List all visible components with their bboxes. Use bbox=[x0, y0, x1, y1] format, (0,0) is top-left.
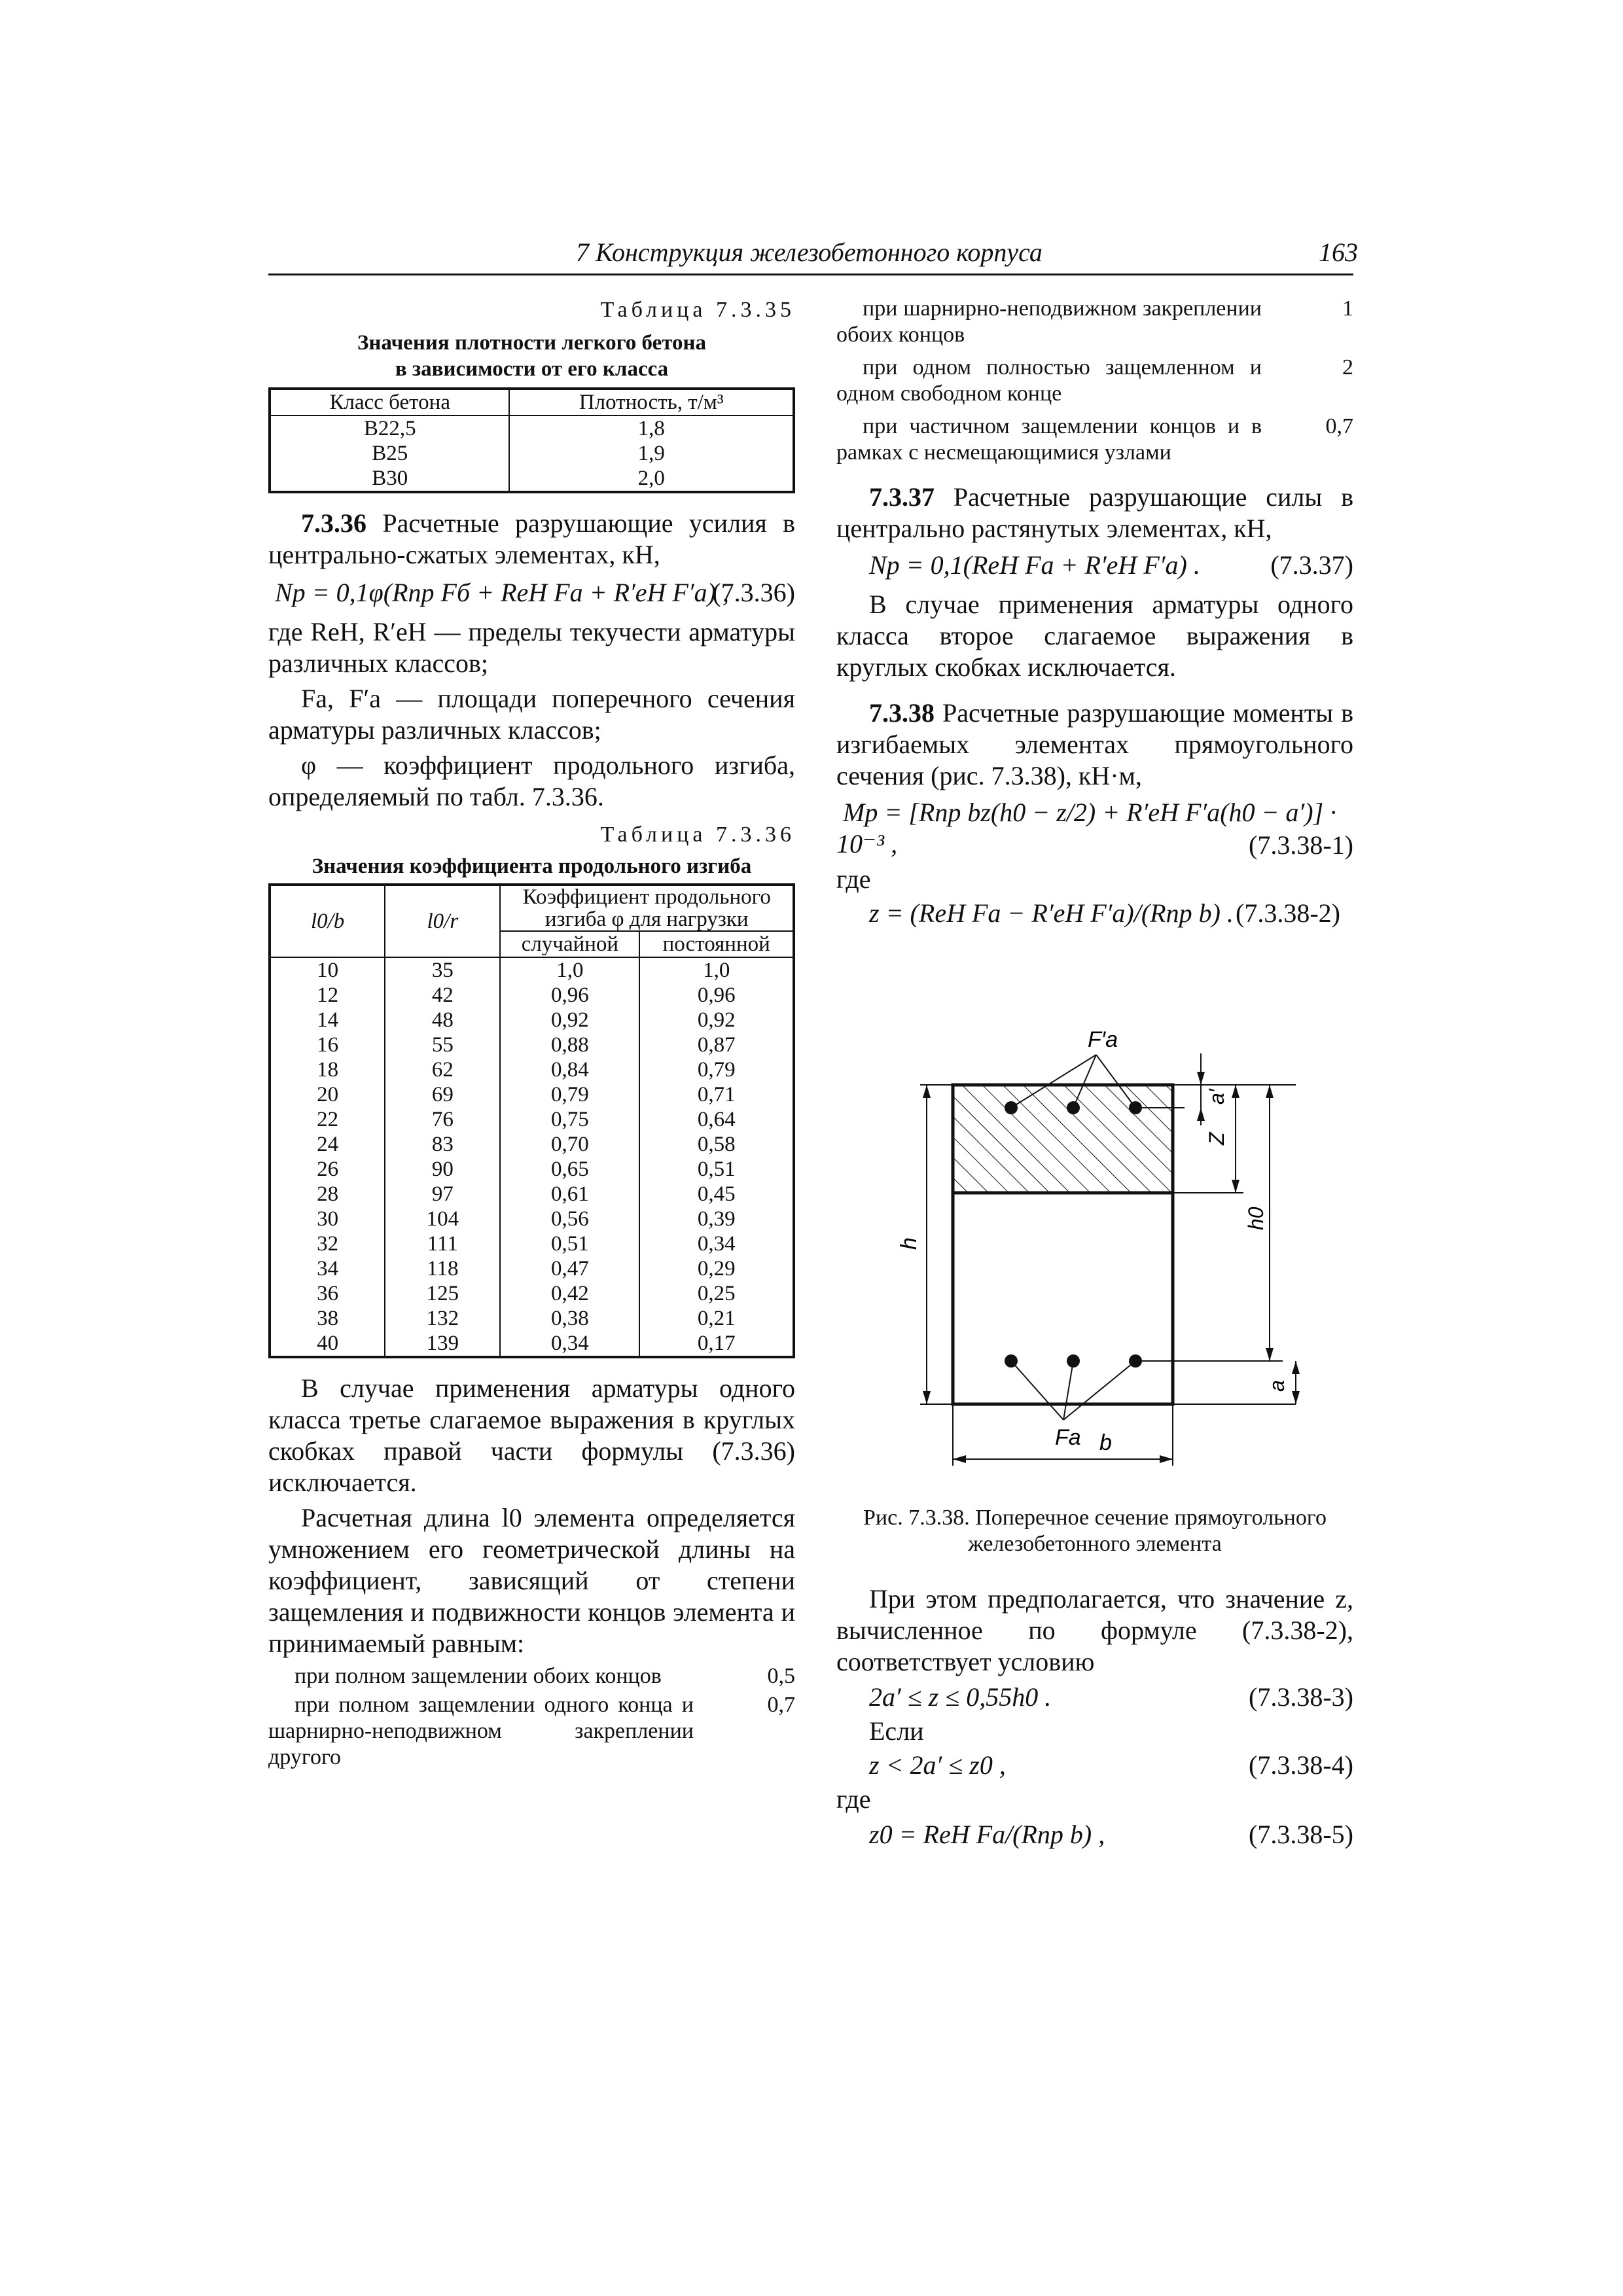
if-label: Если bbox=[869, 1716, 924, 1746]
cell: 125 bbox=[385, 1281, 500, 1306]
section-number: 7.3.37 bbox=[869, 482, 935, 512]
label-fa-prime: F′а bbox=[1088, 1027, 1118, 1052]
compressed-zone bbox=[953, 1085, 1173, 1193]
cell: 34 bbox=[270, 1256, 385, 1281]
section-7-3-36 bbox=[268, 508, 795, 571]
formula-7-3-37 bbox=[836, 550, 1353, 589]
cell: 0,79 bbox=[639, 1057, 794, 1082]
list-item-text: при полном защемлении обоих концов bbox=[294, 1664, 662, 1688]
cell: 0,51 bbox=[639, 1157, 794, 1182]
cell: 83 bbox=[385, 1132, 500, 1157]
table-row bbox=[270, 1157, 794, 1182]
page-number: 163 bbox=[1319, 238, 1358, 267]
header-rule bbox=[268, 274, 1353, 275]
cell: 97 bbox=[385, 1182, 500, 1207]
table2-body bbox=[270, 957, 794, 1357]
formula-body: z0 = ReН Fа/(Rпр b) , bbox=[869, 1820, 1105, 1849]
list-item-value: 0,7 bbox=[767, 1693, 795, 1717]
cell: 0,34 bbox=[639, 1231, 794, 1256]
cell: 0,21 bbox=[639, 1306, 794, 1331]
cell: 132 bbox=[385, 1306, 500, 1331]
table-row bbox=[270, 1033, 794, 1057]
cell: B22,5 bbox=[270, 415, 509, 441]
formula-body: z < 2a′ ≤ z0 , bbox=[869, 1750, 1006, 1780]
cell: 32 bbox=[270, 1231, 385, 1256]
cell: 16 bbox=[270, 1033, 385, 1057]
formula-7-3-38-4 bbox=[836, 1750, 1353, 1784]
figure-caption: Рис. 7.3.38. Поперечное сечение прямоугольного железобетонного элемента bbox=[863, 1506, 1327, 1556]
list-item bbox=[836, 296, 1353, 348]
formula-number: (7.3.38-4) bbox=[1249, 1750, 1353, 1780]
formula-body: Np = 0,1(ReН Fа + R′eН F′а) . bbox=[869, 550, 1200, 580]
cell: 0,58 bbox=[639, 1132, 794, 1157]
table-row bbox=[270, 1182, 794, 1207]
cell: 0,25 bbox=[639, 1281, 794, 1306]
list-item-text: при частичном защемлении концов и в рамках с несмещающимися узлами bbox=[836, 414, 1262, 465]
label-h: h bbox=[897, 1237, 921, 1250]
cell: 55 bbox=[385, 1033, 500, 1057]
label-z: Z bbox=[1205, 1132, 1228, 1145]
formula-7-3-36 bbox=[268, 577, 795, 616]
formula-body: 2a′ ≤ z ≤ 0,55h0 . bbox=[869, 1682, 1052, 1712]
label-a: a bbox=[1265, 1380, 1289, 1392]
list-item-text: при одном полностью защемленном и одном свободном конце bbox=[836, 355, 1262, 406]
cell: 0,71 bbox=[639, 1082, 794, 1107]
cell: 18 bbox=[270, 1057, 385, 1082]
label-fa: Fа bbox=[1055, 1425, 1081, 1450]
where-2: Fа, F′а — площади поперечного сечения арматуры различных классов; bbox=[268, 684, 795, 745]
list-item-value: 2 bbox=[1342, 355, 1353, 380]
cell: B25 bbox=[270, 441, 509, 466]
cell: 36 bbox=[270, 1281, 385, 1306]
list-item bbox=[836, 414, 1353, 466]
cell: 0,47 bbox=[500, 1256, 639, 1281]
table2-caption: Таблица 7.3.36 bbox=[600, 822, 795, 847]
cell: 1,9 bbox=[509, 441, 794, 466]
table-row bbox=[270, 1331, 794, 1357]
left-column bbox=[268, 294, 795, 1771]
table2-title: Значения коэффициента продольного изгиба bbox=[312, 855, 752, 878]
table-row bbox=[270, 1231, 794, 1256]
right-column bbox=[836, 296, 1353, 937]
formula-7-3-38-3 bbox=[836, 1682, 1353, 1716]
cell: 90 bbox=[385, 1157, 500, 1182]
cell: 30 bbox=[270, 1207, 385, 1231]
table2-header-l0r: l0/r bbox=[385, 885, 500, 957]
formula-number: (7.3.36) bbox=[712, 578, 795, 607]
cell: 139 bbox=[385, 1331, 500, 1357]
formula-number-7-3-38-1: (7.3.38-1) bbox=[1249, 830, 1353, 860]
section-number: 7.3.36 bbox=[301, 508, 366, 538]
section-7-3-38 bbox=[836, 698, 1353, 792]
table1-title-2: в зависимости от его класса bbox=[395, 357, 669, 381]
cell: 0,92 bbox=[500, 1008, 639, 1033]
cell: 0,64 bbox=[639, 1107, 794, 1132]
cell: 0,96 bbox=[500, 983, 639, 1008]
table-row bbox=[270, 415, 794, 441]
cell: 111 bbox=[385, 1231, 500, 1256]
cell: 104 bbox=[385, 1207, 500, 1231]
table1-caption: Таблица 7.3.35 bbox=[600, 298, 795, 322]
buckling-table bbox=[268, 883, 795, 1358]
formula-body: z = (ReН Fа − R′eН F′а)/(Rпр b) . bbox=[869, 898, 1234, 928]
cell: 42 bbox=[385, 983, 500, 1008]
left-para-2: Расчетная длина l0 элемента определяется умножением его геометрической длины на коэффициент, зависящий от степени защемления и подвижности концов элемента и принимаемый равным: bbox=[268, 1503, 795, 1658]
cell: B30 bbox=[270, 466, 509, 492]
cell: 0,34 bbox=[500, 1331, 639, 1357]
list-item bbox=[836, 355, 1353, 407]
table-row bbox=[270, 957, 794, 983]
table-row bbox=[270, 1207, 794, 1231]
table2-header-coef: Коэффициент продольного изгиба φ для нагрузки bbox=[500, 885, 794, 931]
list-item bbox=[268, 1663, 795, 1689]
table1-header-density: Плотность, т/м³ bbox=[509, 389, 794, 415]
where-label-2: где bbox=[836, 1784, 871, 1814]
cell: 0,61 bbox=[500, 1182, 639, 1207]
cell: 0,45 bbox=[639, 1182, 794, 1207]
where-1: где ReН, R′eН — пределы текучести арматуры различных классов; bbox=[268, 617, 795, 678]
list-item-value: 0,7 bbox=[1325, 414, 1353, 438]
table-row bbox=[270, 466, 794, 492]
cell: 38 bbox=[270, 1306, 385, 1331]
cell: 48 bbox=[385, 1008, 500, 1033]
label-a-prime: a′ bbox=[1205, 1089, 1228, 1104]
cell: 10 bbox=[270, 957, 385, 983]
formula-body: Mp = [Rпр bz(h0 − z/2) + R′eН F′а(h0 − a′)] · 10⁻³ , bbox=[836, 798, 1337, 858]
cell: 20 bbox=[270, 1082, 385, 1107]
density-table bbox=[268, 387, 795, 493]
cell: 12 bbox=[270, 983, 385, 1008]
running-header: 7 Конструкция железобетонного корпуса bbox=[576, 238, 1043, 267]
list-item-value: 0,5 bbox=[767, 1664, 795, 1688]
cell: 1,8 bbox=[509, 415, 794, 441]
table1-title-1: Значения плотности легкого бетона bbox=[357, 331, 707, 355]
table2-header-l0b: l0/b bbox=[270, 885, 385, 957]
cell: 0,56 bbox=[500, 1207, 639, 1231]
label-b: b bbox=[1099, 1430, 1112, 1455]
cell: 14 bbox=[270, 1008, 385, 1033]
table-row bbox=[270, 1256, 794, 1281]
right-column-bottom bbox=[836, 1583, 1353, 1858]
cell: 118 bbox=[385, 1256, 500, 1281]
table-row bbox=[270, 1107, 794, 1132]
cell: 35 bbox=[385, 957, 500, 983]
cell: 0,88 bbox=[500, 1033, 639, 1057]
table2-header-constant: постоянной bbox=[639, 931, 794, 957]
table2-header-random: случайной bbox=[500, 931, 639, 957]
section-text: Расчетные разрушающие силы в центрально растянутых элементах, кН, bbox=[836, 482, 1353, 543]
cell: 22 bbox=[270, 1107, 385, 1132]
table-row bbox=[270, 983, 794, 1008]
cell: 0,79 bbox=[500, 1082, 639, 1107]
cell: 0,65 bbox=[500, 1157, 639, 1182]
cell: 24 bbox=[270, 1132, 385, 1157]
cell: 0,38 bbox=[500, 1306, 639, 1331]
formula-number: (7.3.37) bbox=[1270, 550, 1353, 580]
section-text: Расчетные разрушающие усилия в центрально-сжатых элементах, кН, bbox=[268, 508, 795, 569]
cell: 62 bbox=[385, 1057, 500, 1082]
formula-number: (7.3.38-3) bbox=[1249, 1682, 1353, 1712]
formula-7-3-38-2 bbox=[836, 898, 1353, 937]
table-row bbox=[270, 1008, 794, 1033]
right-para-1: При этом предполагается, что значение z, вычисленное по формуле (7.3.38-2), соответствует условию bbox=[836, 1584, 1353, 1676]
where-label: где bbox=[836, 864, 871, 894]
cell: 0,96 bbox=[639, 983, 794, 1008]
cell: 0,70 bbox=[500, 1132, 639, 1157]
cell: 0,84 bbox=[500, 1057, 639, 1082]
cell: 2,0 bbox=[509, 466, 794, 492]
table-row bbox=[270, 1057, 794, 1082]
label-h0: h0 bbox=[1244, 1207, 1268, 1230]
cell: 0,92 bbox=[639, 1008, 794, 1033]
table1-header-class: Класс бетона bbox=[270, 389, 509, 415]
where-3: φ — коэффициент продольного изгиба, определяемый по табл. 7.3.36. bbox=[268, 751, 795, 811]
cell: 69 bbox=[385, 1082, 500, 1107]
cell: 0,17 bbox=[639, 1331, 794, 1357]
cell: 0,29 bbox=[639, 1256, 794, 1281]
table-row bbox=[270, 1306, 794, 1331]
list-item-text: при шарнирно-неподвижном закреплении обоих концов bbox=[836, 296, 1262, 347]
formula-number: (7.3.38-5) bbox=[1249, 1820, 1353, 1849]
table-row bbox=[270, 1082, 794, 1107]
list-item-value: 1 bbox=[1342, 296, 1353, 321]
table-row bbox=[270, 1132, 794, 1157]
section-7-3-37 bbox=[836, 482, 1353, 544]
cross-section-figure bbox=[877, 1021, 1309, 1492]
section-number: 7.3.38 bbox=[869, 698, 935, 728]
formula-number: (7.3.38-2) bbox=[1236, 898, 1340, 928]
formula-7-3-38-5 bbox=[836, 1819, 1353, 1858]
cell: 28 bbox=[270, 1182, 385, 1207]
left-para-1: В случае применения арматуры одного класса третье слагаемое выражения в круглых скобках правой части формулы (7.3.36) исключается. bbox=[268, 1373, 795, 1497]
cell: 1,0 bbox=[639, 957, 794, 983]
cell: 1,0 bbox=[500, 957, 639, 983]
section-text: Расчетные разрушающие моменты в изгибаемых элементах прямоугольного сечения (рис. 7.3.38), кН·м, bbox=[836, 698, 1353, 790]
list-item bbox=[268, 1692, 795, 1771]
list-item-text: при полном защемлении одного конца и шарнирно-неподвижном закреплении другого bbox=[268, 1693, 694, 1769]
formula-body: Np = 0,1φ(Rпр Fб + ReН Fа + R′eН F′а) , bbox=[275, 578, 729, 607]
cell: 0,39 bbox=[639, 1207, 794, 1231]
cell: 40 bbox=[270, 1331, 385, 1357]
table-row bbox=[270, 1281, 794, 1306]
section-7-3-37-note: В случае применения арматуры одного класса второе слагаемое выражения в круглых скобках исключается. bbox=[836, 590, 1353, 682]
cell: 0,51 bbox=[500, 1231, 639, 1256]
cell: 26 bbox=[270, 1157, 385, 1182]
cell: 0,42 bbox=[500, 1281, 639, 1306]
left-list bbox=[268, 1663, 795, 1771]
cell: 0,87 bbox=[639, 1033, 794, 1057]
cell: 76 bbox=[385, 1107, 500, 1132]
right-list bbox=[836, 296, 1353, 466]
cell: 0,75 bbox=[500, 1107, 639, 1132]
table-row bbox=[270, 441, 794, 466]
